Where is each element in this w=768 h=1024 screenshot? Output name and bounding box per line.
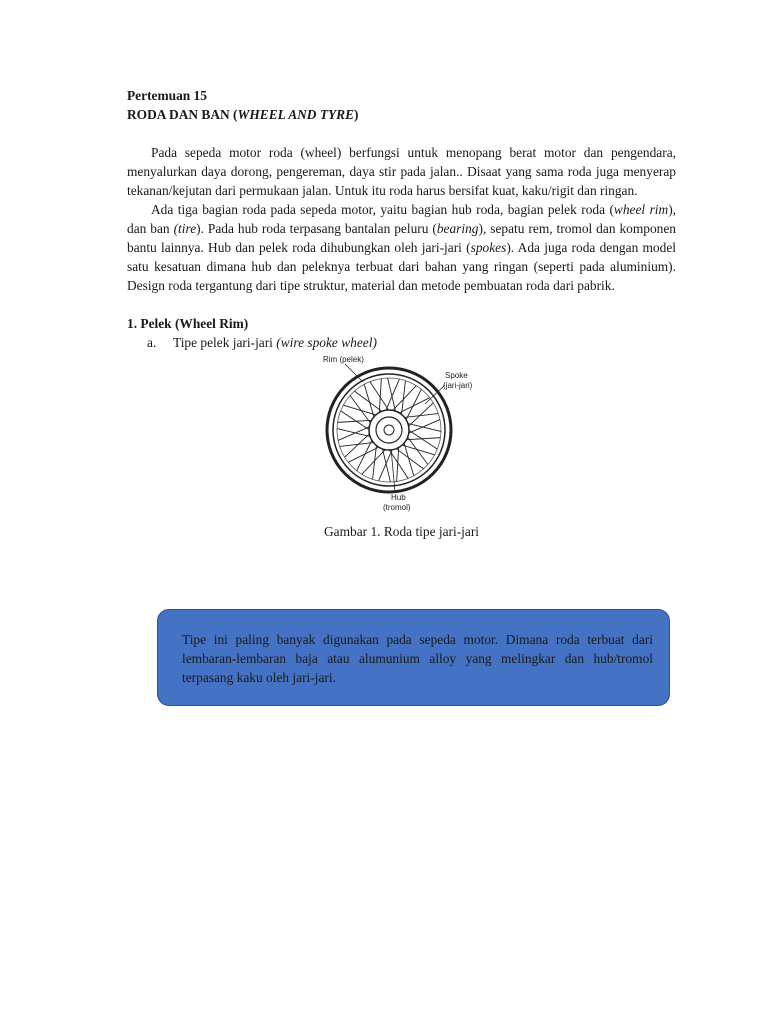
label-hub: Hub [391,493,406,502]
para2-part1: Ada tiga bagian roda pada sepeda motor, yaitu bagian hub roda, bagian pelek roda ( [151,202,614,217]
para2-italic2: (tire [173,221,197,236]
wheel-figure [127,352,676,522]
para2-part2: ), dan ban [127,202,676,236]
spoke-wheel-illustration [317,352,487,522]
meeting-label [127,86,676,105]
callout-text: Tipe ini paling banyak digunakan pada sepeda motor. Dimana roda terbuat dari lembaran-lembaran baja atau alumunium alloy yang melingkar dan hub/tromol terpasang kaku oleh jari-jari. [182,632,653,685]
label-spoke-sub: (jari-jari) [443,381,473,390]
section-title-wheel-rim: 1. Pelek (Wheel Rim) [127,316,249,331]
title-end: ) [354,107,359,122]
label-rim: Rim (pelek) [323,355,364,364]
list-item-italic: (wire spoke wheel) [276,335,377,350]
axle [384,425,394,435]
para2-italic1: wheel rim [613,202,669,217]
title-main: RODA DAN BAN ( [127,107,238,122]
list-marker: a. [147,335,157,350]
paragraph-intro: Pada sepeda motor roda (wheel) berfungsi untuk menopang berat motor dan pengendara, menyalurkan daya dorong, pengereman, daya stir pada jalan.. Disaat yang sama roda juga menyerap tekanan/kejutan dari permukaan jalan. Untuk itu roda harus bersifat kuat, kaku/rigit dan ringan. [127,145,676,198]
document-content [127,86,676,541]
figure-caption: Gambar 1. Roda tipe jari-jari [323,524,480,539]
paragraph-parts [127,200,676,295]
wheel-drawing [327,368,451,492]
list-item-a [127,333,676,352]
para2-part5: ). Ada juga roda dengan model satu kesatuan dimana hub dan peleknya terbuat dari bahan yang ringan (seperti pada aluminium). Design roda tergantung dari tipe struktur, material dan metode pembuatan roda dari pabrik. [127,240,676,293]
title-italic: WHEEL AND TYRE [237,107,355,122]
para2-part3: ). Pada hub roda terpasang bantalan peluru ( [196,221,437,236]
para2-italic3: bearing [436,221,479,236]
meeting-text: Pertemuan 15 [127,88,207,103]
document-title [127,105,676,124]
list-item-text: Tipe pelek jari-jari [173,335,277,350]
label-spoke: Spoke [445,371,468,380]
para2-part4: ), sepatu rem, tromol dan komponen bantu lainnya. Hub dan pelek roda dihubungkan oleh jari-jari ( [127,221,676,255]
info-callout-box [157,609,670,706]
label-hub-sub: (tromol) [383,503,411,512]
para2-italic4: spokes [470,240,507,255]
